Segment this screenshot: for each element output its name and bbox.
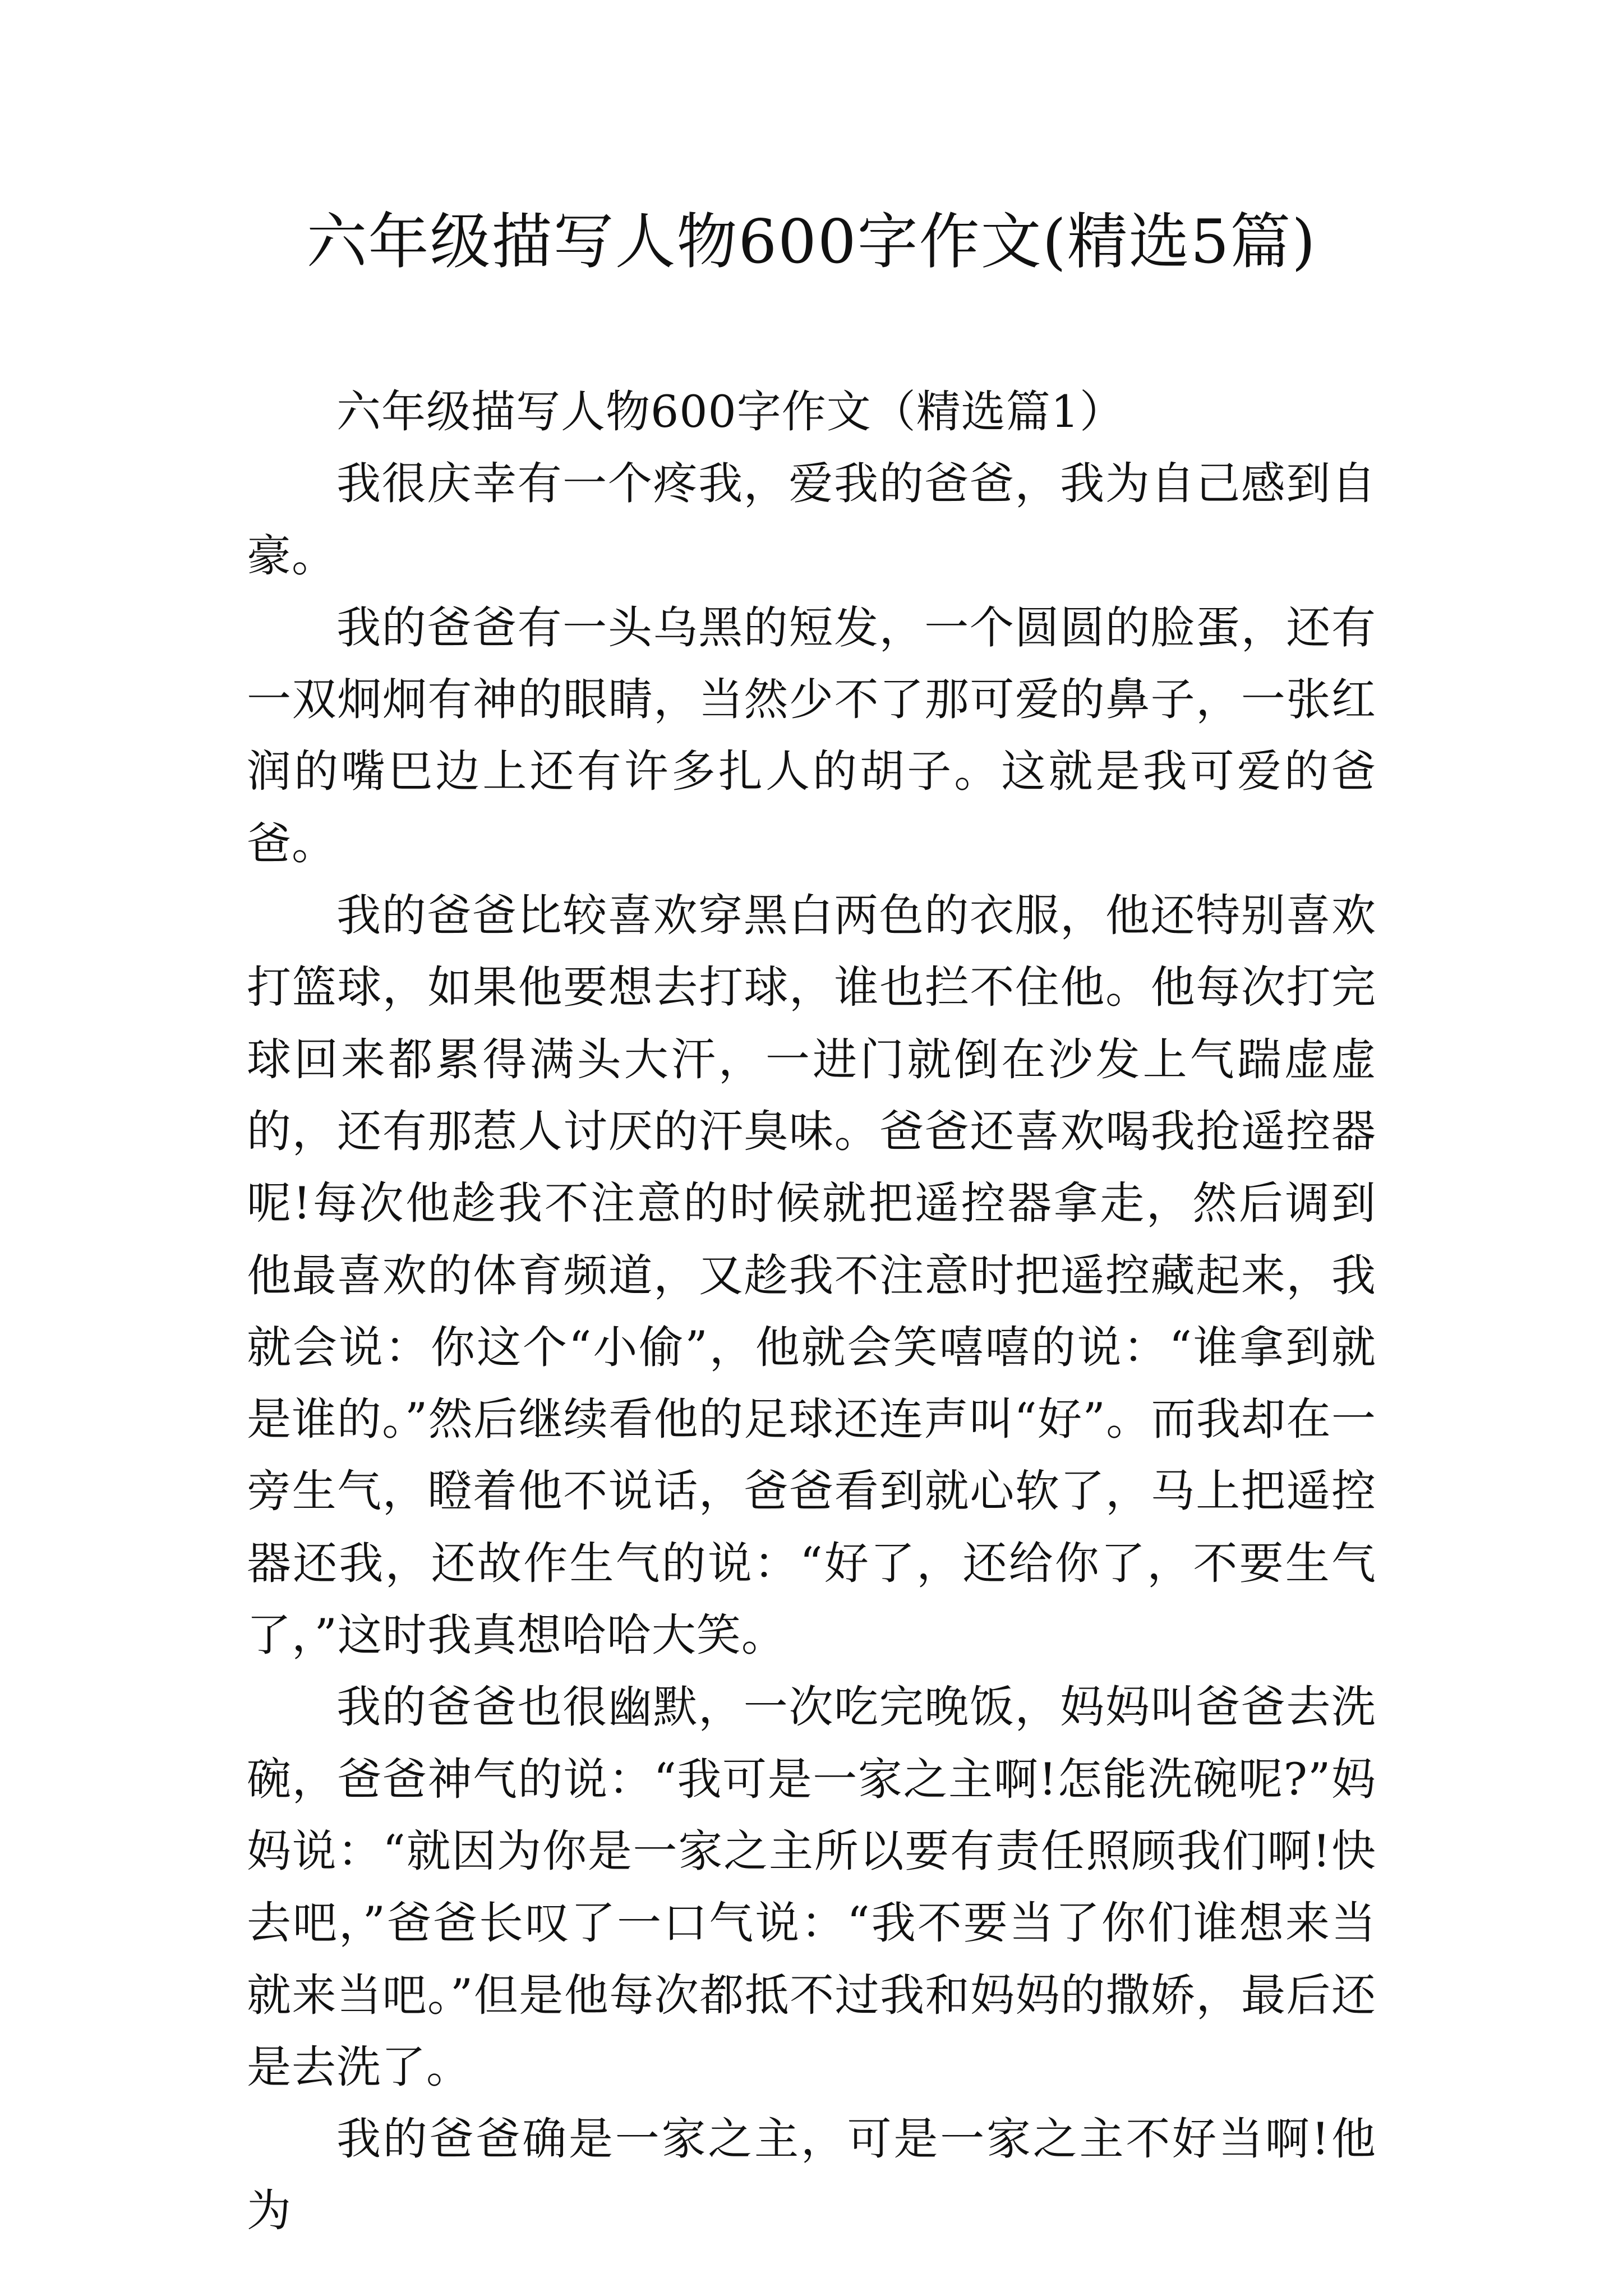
paragraph: 我的爸爸比较喜欢穿黑白两色的衣服，他还特别喜欢打篮球，如果他要想去打球，谁也拦不住他。他每次打完球回来都累得满头大汗，一进门就倒在沙发上气踹虚虚的，还有那惹人讨厌的汗臭味。爸爸还喜欢喝我抢遥控器呢!每次他趁我不注意的时候就把遥控器拿走，然后调到他最喜欢的体育频道，又趁我不注意时把遥控藏起来，我就会说：你这个“小偷”，他就会笑嘻嘻的说：“谁拿到就是谁的。”然后继续看他的足球还连声叫“好”。而我却在一旁生气，瞪着他不说话，爸爸看到就心软了，马上把遥控器还我，还故作生气的说：“好了，还给你了，不要生气了，”这时我真想哈哈大笑。 — [247, 890, 1376, 1662]
document-title: 六年级描写人物600字作文(精选5篇) — [306, 207, 1317, 277]
paragraph: 我的爸爸有一头乌黑的短发，一个圆圆的脸蛋，还有一双炯炯有神的眼睛，当然少不了那可爱的鼻子，一张红润的嘴巴边上还有许多扎人的胡子。这就是我可爱的爸爸。 — [247, 601, 1376, 869]
paragraph: 我很庆幸有一个疼我，爱我的爸爸，我为自己感到自豪。 — [247, 458, 1376, 582]
paragraph: 我的爸爸确是一家之主，可是一家之主不好当啊!他为 — [247, 2113, 1376, 2237]
document-body — [247, 376, 1376, 2247]
section-heading: 六年级描写人物600字作文（精选篇1） — [336, 386, 1125, 438]
paragraph: 我的爸爸也很幽默，一次吃完晚饭，妈妈叫爸爸去洗碗，爸爸神气的说：“我可是一家之主啊!怎能洗碗呢?”妈妈说：“就因为你是一家之主所以要有责任照顾我们啊!快去吧，”爸爸长叹了一口气说：“我不要当了你们谁想来当就来当吧。”但是他每次都抵不过我和妈妈的撒娇，最后还是去洗了。 — [247, 1681, 1376, 2093]
